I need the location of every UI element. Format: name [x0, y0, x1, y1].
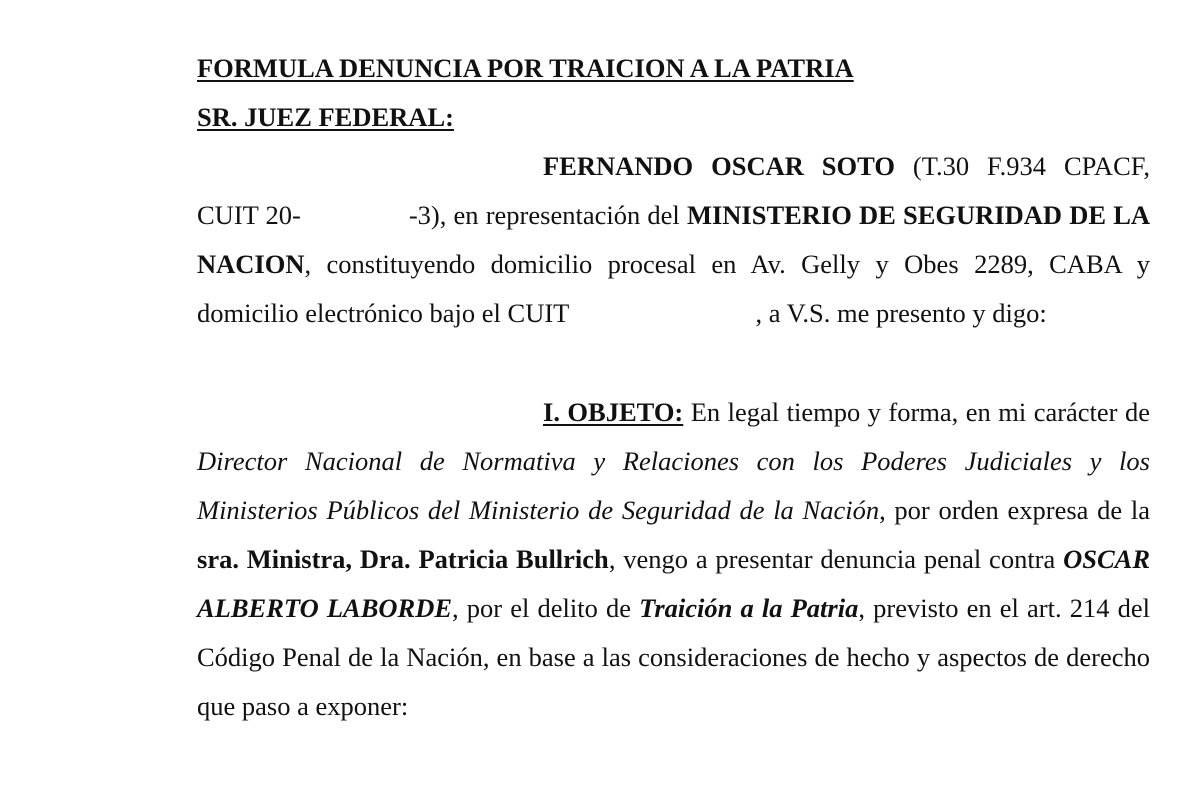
objeto-text-1: En legal tiempo y forma, en mi carácter de	[683, 397, 1150, 427]
objeto-text-2: , por orden expresa de la	[879, 495, 1150, 525]
author-role: Director Nacional de Normativa y Relaciones con los Poderes Judiciales y los Ministerios Públicos del Ministerio de Seguridad de la Nación	[197, 446, 1150, 525]
credentials-open-text: (T.30 F.934 CPACF, CUIT 20-	[197, 151, 1150, 230]
objeto-text-5: , previsto en el art. 214 del Código Penal de la Nación, en base a las consideraciones de hecho y aspectos de derecho que paso a exponer:	[197, 593, 1150, 721]
crime-name: Traición a la Patria	[639, 593, 859, 623]
objeto-text-4: , por el delito de	[452, 593, 640, 623]
author-name: FERNANDO OSCAR SOTO	[543, 151, 895, 181]
intro-paragraph	[197, 142, 1150, 338]
objeto-text-3: , vengo a presentar denuncia penal contra	[608, 544, 1064, 574]
intro-closing-text: , a V.S. me presento y digo:	[755, 298, 1047, 328]
document-page	[197, 44, 1150, 731]
paragraph-spacer	[197, 338, 1150, 388]
accused-name: OSCAR ALBERTO LABORDE	[197, 544, 1151, 623]
domicile-text: , constituyendo domicilio procesal en Av. Gelly y Obes 2289, CABA y domicilio electrónico bajo el CUIT	[197, 249, 1150, 328]
addressee-heading: SR. JUEZ FEDERAL:	[197, 102, 454, 132]
credentials-close-text: -3), en representación del	[408, 200, 687, 230]
redacted-cuit-electronic	[576, 289, 756, 338]
document-title: FORMULA DENUNCIA POR TRAICION A LA PATRIA	[197, 53, 854, 83]
redacted-cuit	[301, 191, 409, 240]
ministry-name: MINISTERIO DE SEGURIDAD DE LA NACION	[197, 200, 1151, 279]
minister-name: sra. Ministra, Dra. Patricia Bullrich	[197, 544, 609, 574]
section-label-objeto: I. OBJETO:	[543, 397, 684, 427]
objeto-paragraph	[197, 388, 1150, 731]
